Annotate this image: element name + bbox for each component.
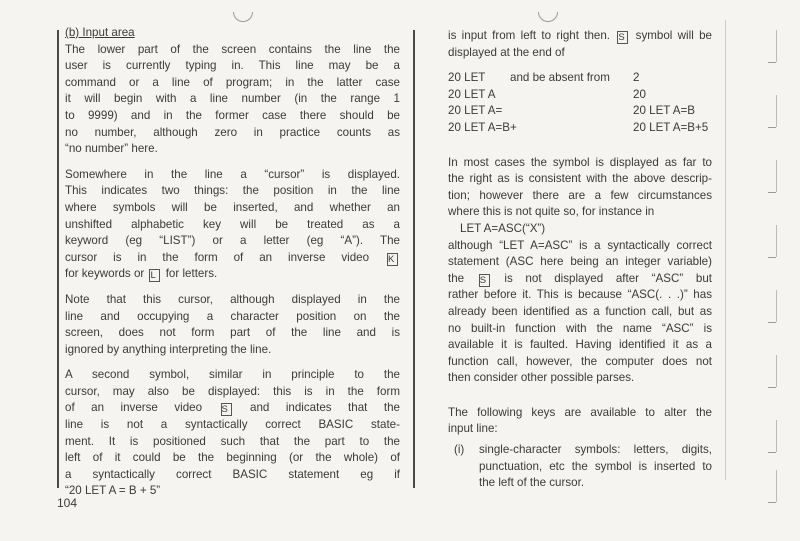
text-line	[448, 45, 712, 62]
paragraph-gap	[448, 137, 712, 146]
example-table-row	[448, 103, 712, 120]
list-marker: (i)	[454, 443, 465, 457]
line-text: for letters.	[162, 267, 218, 281]
line-text: line is not a syntactically correct BASIC state-	[65, 418, 400, 432]
text-line	[65, 75, 400, 92]
page-edge	[725, 20, 726, 480]
text-line	[65, 384, 400, 401]
edge-tab	[776, 225, 777, 257]
text-line	[65, 108, 400, 125]
text-line	[448, 271, 712, 288]
text-line	[65, 233, 400, 250]
line-text: no built-in function with the name “ASC” is	[448, 321, 712, 335]
text-line	[65, 58, 400, 75]
text-line	[65, 183, 400, 200]
inverse-video-s-icon: S	[221, 403, 232, 416]
edge-tab-mark	[768, 192, 776, 193]
line-text: single-character symbols: letters, digits,	[479, 443, 712, 457]
text-line	[479, 475, 712, 492]
text-line	[448, 421, 712, 438]
line-text: the	[448, 271, 477, 285]
example-table-row	[448, 120, 712, 137]
line-text: a syntactically correct BASIC statement eg if	[65, 467, 400, 481]
inverse-video-k-icon: K	[387, 253, 398, 266]
list-item	[448, 442, 712, 492]
text-line	[448, 204, 712, 221]
binding-hole-mark	[233, 12, 253, 22]
text-line	[65, 483, 400, 500]
example-table-row	[448, 87, 712, 104]
line-text: is input from left to right then.	[448, 29, 616, 42]
edge-tab-mark	[768, 257, 776, 258]
line-text: it will begin with a line number (in the range 1	[65, 92, 400, 106]
line-text: left of it could be the beginning (or the whole) of	[65, 451, 400, 465]
present-example: 20 LET A=B+	[448, 120, 517, 134]
line-text: where this is not quite so, for instance in	[448, 205, 655, 219]
page-number: 104	[57, 496, 78, 510]
line-text: “20 LET A = B + 5”	[65, 484, 161, 498]
list-item-body	[448, 442, 712, 492]
text-line	[65, 167, 400, 184]
text-line	[448, 238, 712, 255]
right-margin-rule	[413, 30, 415, 488]
line-text: In most cases the symbol is displayed as far to	[448, 155, 712, 169]
edge-tab	[776, 420, 777, 452]
text-line	[448, 370, 712, 387]
edge-tab	[776, 160, 777, 192]
edge-tab-mark	[768, 62, 776, 63]
line-text: This indicates two things: the position in the line	[65, 184, 400, 198]
line-text: unshifted alphabetic key will be treated as a	[65, 217, 400, 231]
text-line	[448, 28, 712, 45]
line-text: displayed at the end of	[448, 45, 565, 59]
present-example: 20 LET	[448, 71, 486, 85]
paragraph-gap	[448, 387, 712, 396]
line-text: “no number” here.	[65, 142, 158, 156]
line-text: of an inverse video	[65, 401, 219, 415]
example-table-row	[448, 70, 712, 87]
line-text: The following keys are available to alter the	[448, 405, 712, 419]
line-text: already been identified as a function call, but as	[448, 304, 712, 318]
edge-tab	[776, 470, 777, 502]
text-line	[65, 417, 400, 434]
text-line	[65, 91, 400, 108]
text-line	[65, 309, 400, 326]
text-line	[479, 459, 712, 476]
text-line	[448, 171, 712, 188]
line-text: A second symbol, similar in principle to the	[65, 368, 400, 382]
text-line	[448, 354, 712, 371]
paragraph-gap	[448, 61, 712, 70]
text-line	[65, 450, 400, 467]
text-line	[65, 125, 400, 142]
section-heading: (b) Input area	[65, 26, 135, 39]
text-line	[65, 325, 400, 342]
edge-tab	[776, 290, 777, 322]
text-line	[448, 405, 712, 422]
present-example: 20 LET A=	[448, 104, 503, 118]
line-text: punctuation, etc the symbol is inserted to	[479, 459, 712, 473]
paragraph-gap	[65, 158, 400, 167]
text-line	[65, 367, 400, 384]
paragraph-gap	[448, 396, 712, 405]
line-text: screen, does not form part of the line and is	[65, 326, 400, 340]
line-text: to 9999) and in the former case there should be	[65, 108, 400, 122]
line-text: the left of the cursor.	[479, 476, 585, 490]
right-column	[448, 28, 712, 492]
paragraph-gap	[65, 358, 400, 367]
line-text: available it is faulted. Having identified it as a	[448, 338, 712, 352]
absent-example: 20	[633, 87, 646, 101]
line-text: and indicates that the	[233, 401, 400, 415]
inverse-video-l-icon: L	[149, 269, 160, 282]
text-line	[65, 467, 400, 484]
line-text: Somewhere in the line a “cursor” is displayed.	[65, 167, 400, 181]
line-text: The lower part of the screen contains the line the	[65, 42, 400, 56]
line-text: although “LET A=ASC” is a syntactically correct	[448, 238, 712, 252]
line-text: cursor is in the form of an inverse video	[65, 250, 385, 264]
line-text: line and occupying a character position on the	[65, 309, 400, 323]
line-text: function call, however, the computer does not	[448, 354, 712, 368]
line-text: then consider other possible parses.	[448, 371, 635, 385]
text-line	[65, 200, 400, 217]
line-text: command or a line of program; in the latter case	[65, 75, 400, 89]
text-line	[65, 400, 400, 417]
text-line	[65, 250, 400, 267]
text-line	[448, 321, 712, 338]
text-line	[479, 442, 712, 459]
inverse-video-s-icon: S	[479, 274, 490, 287]
text-line	[448, 188, 712, 205]
line-text: user is currently typing in. This line may be a	[65, 59, 400, 73]
text-line	[448, 155, 712, 172]
paragraph-gap	[65, 283, 400, 292]
text-line	[65, 141, 400, 158]
line-text: for keywords or	[65, 267, 148, 281]
edge-tab-mark	[768, 452, 776, 453]
present-example: 20 LET A	[448, 87, 496, 101]
left-margin-rule	[57, 30, 59, 488]
code-example: LET A=ASC(“X”)	[460, 221, 546, 235]
absent-example: 20 LET A=B+5	[633, 120, 709, 134]
text-line	[65, 292, 400, 309]
binding-hole-mark	[538, 12, 558, 22]
line-text: statement (ASC here being an integer variable)	[448, 255, 712, 269]
edge-tab	[776, 355, 777, 387]
text-line	[65, 434, 400, 451]
line-text: is not displayed after “ASC” but	[491, 271, 712, 285]
text-line	[65, 342, 400, 359]
absent-example: 20 LET A=B	[633, 104, 695, 118]
edge-tab-mark	[768, 502, 776, 503]
inverse-video-s-icon: S	[617, 31, 628, 44]
line-text: input line:	[448, 422, 498, 436]
line-text: the right as is consistent with the above descrip-	[448, 172, 712, 186]
text-line	[448, 304, 712, 321]
line-text: rather before it. This is because “ASC(. . .)” has	[448, 288, 712, 302]
line-text: cursor, may also be displayed: this is in the form	[65, 384, 400, 398]
left-column	[65, 25, 400, 500]
edge-tab-mark	[768, 127, 776, 128]
line-text: ment. It is positioned such that the part to the	[65, 434, 400, 448]
edge-tab	[776, 95, 777, 127]
edge-tab-mark	[768, 387, 776, 388]
paragraph-gap	[448, 146, 712, 155]
text-line	[65, 266, 400, 283]
edge-tab-mark	[768, 322, 776, 323]
text-line	[65, 42, 400, 59]
line-text: Note that this cursor, although displayed in the	[65, 292, 400, 306]
absent-example: 2	[633, 71, 640, 85]
line-text: ignored by anything interpreting the line.	[65, 342, 272, 356]
table-middle-text: and be absent from	[510, 71, 610, 85]
line-text: where symbols will be inserted, and whether an	[65, 200, 400, 214]
line-text: symbol will be	[630, 29, 712, 42]
line-text: no number, although zero in practice counts as	[65, 125, 400, 139]
text-line	[448, 254, 712, 271]
line-text: tion; however there are a few circumstances	[448, 188, 712, 202]
text-line	[448, 287, 712, 304]
text-line	[65, 217, 400, 234]
line-text: keyword (eg “LIST”) or a letter (eg “A”). The	[65, 234, 400, 248]
edge-tab	[776, 30, 777, 62]
text-line	[448, 337, 712, 354]
